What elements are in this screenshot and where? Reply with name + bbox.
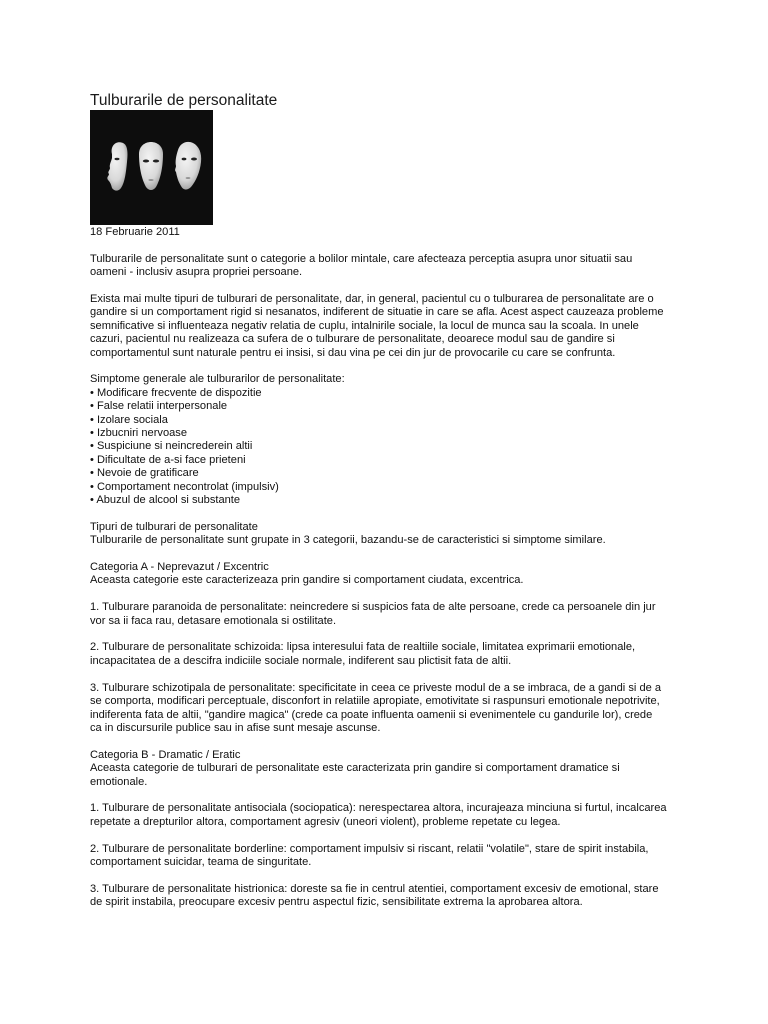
article-body: [90, 226, 690, 910]
category-b-heading: Categoria B - Dramatic / Eratic Aceasta categorie de tulburari de personalitate este caracterizata prin gandire si comportament dramatice si emotionale.: [90, 748, 620, 788]
paragraph-histrionic: 3. Tulburare de personalitate histrionica: doreste sa fie in centrul atentiei, comportament excesiv de emotional, stare de spirit instabila, preocupare excesiv pentru aspectul fizic, sensibilitate extrema la aprobarea altora.: [90, 882, 659, 909]
types-heading: Tipuri de tulburari de personalitate Tulburarile de personalitate sunt grupate in 3 categorii, bazandu-se de caracteristici si simptome similare.: [90, 520, 606, 547]
three-white-masks-image: [90, 110, 213, 225]
paragraph-antisocial: 1. Tulburare de personalitate antisociala (sociopatica): nerespectarea altora, incurajeaza minciuna si furtul, incalcarea repetate a drepturilor altora, comportament agresiv (uneori violent), probleme repetate cu legea.: [90, 802, 667, 828]
paragraph-borderline: 2. Tulburare de personalitate borderline: comportament impulsiv si riscant, relatii "volatile", stare de spirit instabila, comportament suicidar, teama de singuritate.: [90, 842, 649, 868]
masks-image: [90, 110, 213, 225]
document-title: Tulburarile de personalitate: [90, 92, 278, 109]
article-date: 18 Februarie 2011: [90, 226, 180, 238]
paragraph-intro: Tulburarile de personalitate sunt o categorie a bolilor mintale, care afecteaza perceptia asupra unor situatii sau oameni - inclusiv asupra propriei persoane.: [90, 252, 633, 279]
paragraph-schizoid: 2. Tulburare de personalitate schizoida: lipsa interesului fata de realtiile sociale, limitatea exprimarii emotionale, incapacitatea de a descifra indiciile sociale normale, indiferent sau plictisit fata de altii.: [90, 641, 636, 667]
category-a-heading: Categoria A - Neprevazut / Excentric Aceasta categorie este caracterizeaza prin gandire si comportament ciudata, excentrica.: [90, 561, 524, 587]
paragraph-schizotypal: 3. Tulburare schizotipala de personalitate: specificitate in ceea ce priveste modul de a se imbraca, de a gandi si de a se comporta, modificari perceptuale, disconfort in relatiile apropiate, emotivitate si raspunsuri emotionale nepotrivite, indiferenta fata de altii, "gandire magica" (crede ca poate influenta oamenii si evenimentele cu gandurile lor), crede ca in discursurile publice sau in afise sunt mesaje ascunse.: [90, 681, 662, 734]
symptoms-list: Simptome generale ale tulburarilor de personalitate: • Modificare frecvente de dispozitie • False relatii interpersonale • Izolare sociala • Izbucniri nervoase • Suspiciune si neincrederein altii • Dificultate de a-si face prieteni • Nevoie de gratificare • Comportament necontrolat (impulsiv) • Abuzul de alcool si substante: [90, 373, 345, 507]
paragraph-paranoid: 1. Tulburare paranoida de personalitate: neincredere si suspicios fata de alte persoane, crede ca persoanele din jur vor sa ii faca rau, detasare emotionala si ostilitate.: [90, 601, 656, 627]
paragraph-overview: Exista mai multe tipuri de tulburari de personalitate, dar, in general, pacientul cu o tulburarea de personalitate are o gandire si un comportament rigid si nesanatos, indiferent de situatie in care se afla. Acest aspect cauzeaza probleme semnificative si influenteaza negativ relatia de cuplu, intalnirile sociale, la locul de munca sau la scoala. In unele cazuri, pacientul nu realizeaza ca sufera de o tulburare de personalitate, deoarece modul sau de gandire si comportamentul sunt naturale pentru ei insisi, si dau vina pe cei din jur de provocarile cu care se confrunta.: [90, 293, 664, 359]
